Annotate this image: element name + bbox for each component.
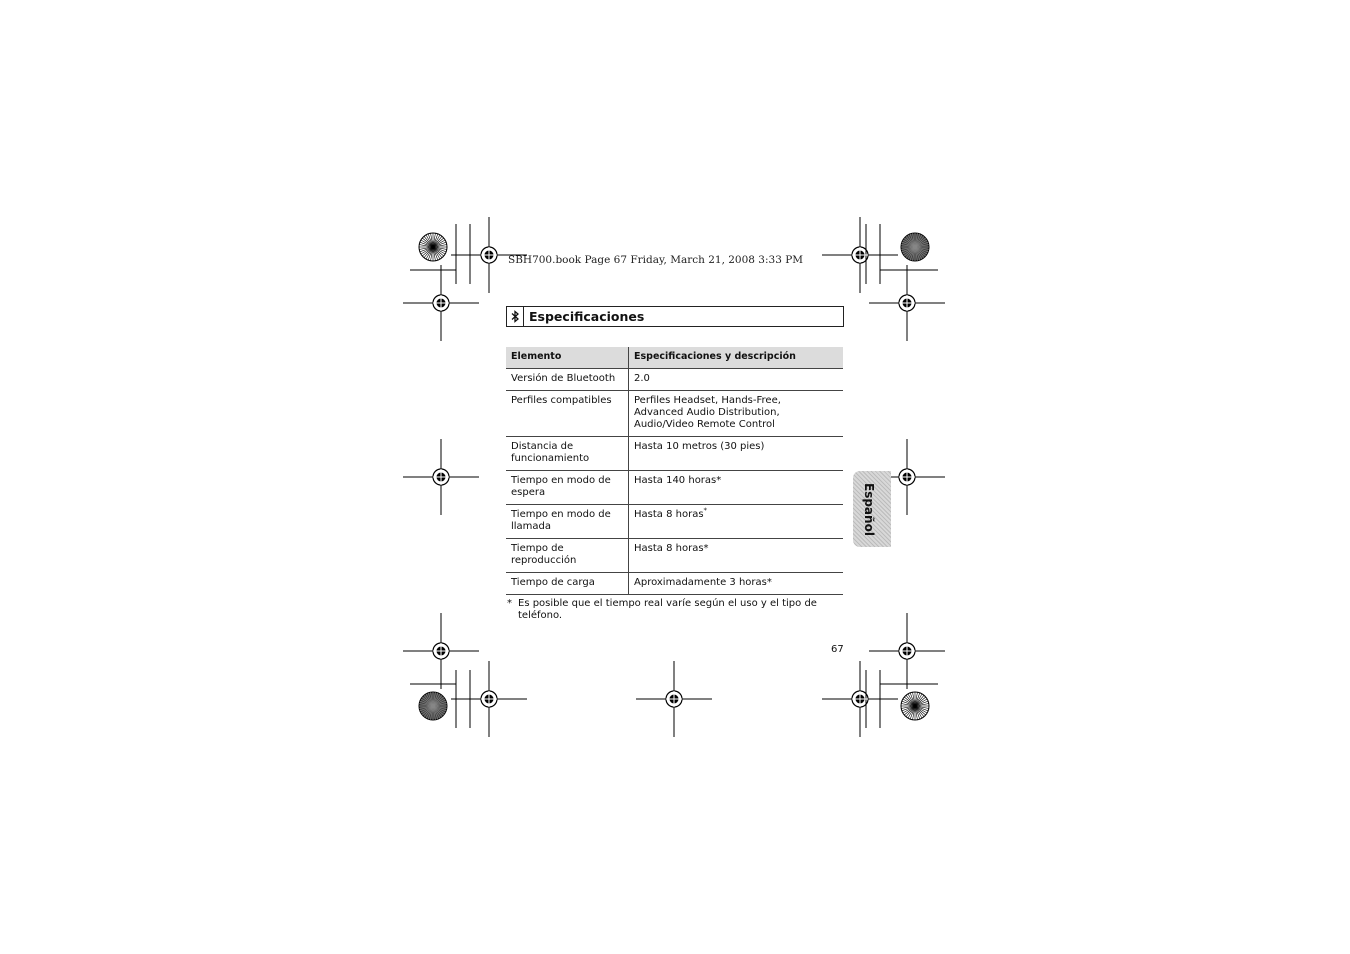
footnote-mark: * bbox=[507, 598, 512, 609]
row-description-cell bbox=[629, 573, 844, 595]
row-description-text bbox=[634, 577, 838, 589]
row-description-cell bbox=[629, 437, 844, 471]
row-description-value: Hasta 10 metros (30 pies) bbox=[634, 441, 765, 452]
row-description-text bbox=[634, 506, 838, 521]
row-item-cell bbox=[506, 391, 629, 437]
row-description-text bbox=[634, 441, 838, 453]
language-tab bbox=[853, 471, 891, 547]
bluetooth-icon bbox=[507, 307, 524, 326]
table-row bbox=[506, 505, 843, 539]
footnote bbox=[507, 598, 843, 622]
row-description-text bbox=[634, 543, 838, 555]
row-description-cell bbox=[629, 471, 844, 505]
footnote-text: Es posible que el tiempo real varíe según el uso y el tipo de teléfono. bbox=[518, 598, 817, 621]
row-description-value: Perfiles Headset, Hands-Free, bbox=[634, 395, 781, 406]
row-item-text: Versión de Bluetooth bbox=[511, 373, 616, 384]
row-item-text: reproducción bbox=[511, 555, 577, 566]
row-item-text: espera bbox=[511, 487, 546, 498]
row-item-cell bbox=[506, 505, 629, 539]
row-item-text: Perfiles compatibles bbox=[511, 395, 612, 406]
row-item-cell bbox=[506, 573, 629, 595]
column-header-item: Elemento bbox=[506, 347, 629, 369]
table-row bbox=[506, 539, 843, 573]
row-item-text: funcionamiento bbox=[511, 453, 590, 464]
column-header-description: Especificaciones y descripción bbox=[629, 347, 844, 369]
section-title-bar bbox=[506, 306, 844, 327]
row-description-value: Hasta 8 horas* bbox=[634, 543, 709, 554]
row-description-text bbox=[634, 373, 838, 385]
row-description-value: Hasta 8 horas bbox=[634, 509, 704, 520]
row-description-cell bbox=[629, 539, 844, 573]
row-item-cell bbox=[506, 437, 629, 471]
row-item-text: Distancia de bbox=[511, 441, 574, 452]
row-description-value: Hasta 140 horas* bbox=[634, 475, 722, 486]
row-item-text: Tiempo de carga bbox=[511, 577, 595, 588]
row-item-text: Tiempo en modo de bbox=[511, 509, 611, 520]
table-row bbox=[506, 369, 843, 391]
row-item-text: Tiempo de bbox=[511, 543, 564, 554]
row-description-cell bbox=[629, 505, 844, 539]
specifications-table bbox=[506, 347, 843, 595]
row-item-text: llamada bbox=[511, 521, 552, 532]
row-description-cell bbox=[629, 391, 844, 437]
row-description-value: Aproximadamente 3 horas* bbox=[634, 577, 772, 588]
row-description-value: 2.0 bbox=[634, 373, 650, 384]
row-description-cell bbox=[629, 369, 844, 391]
table-row bbox=[506, 573, 843, 595]
row-description-value: Audio/Video Remote Control bbox=[634, 419, 775, 430]
table-row bbox=[506, 471, 843, 505]
table-row bbox=[506, 437, 843, 471]
language-tab-label: Español bbox=[862, 482, 876, 536]
page-number: 67 bbox=[831, 644, 844, 655]
row-description-text bbox=[634, 407, 838, 419]
row-description-text bbox=[634, 475, 838, 487]
table-row bbox=[506, 391, 843, 437]
table-header-row bbox=[506, 347, 843, 369]
row-item-cell bbox=[506, 539, 629, 573]
row-item-text: Tiempo en modo de bbox=[511, 475, 611, 486]
footnote-reference: * bbox=[703, 506, 708, 515]
row-description-text bbox=[634, 419, 838, 431]
row-item-cell bbox=[506, 369, 629, 391]
section-title: Especificaciones bbox=[529, 309, 645, 324]
row-item-cell bbox=[506, 471, 629, 505]
running-header: SBH700.book Page 67 Friday, March 21, 2008 3:33 PM bbox=[508, 254, 804, 266]
row-description-text bbox=[634, 395, 838, 407]
row-description-value: Advanced Audio Distribution, bbox=[634, 407, 780, 418]
